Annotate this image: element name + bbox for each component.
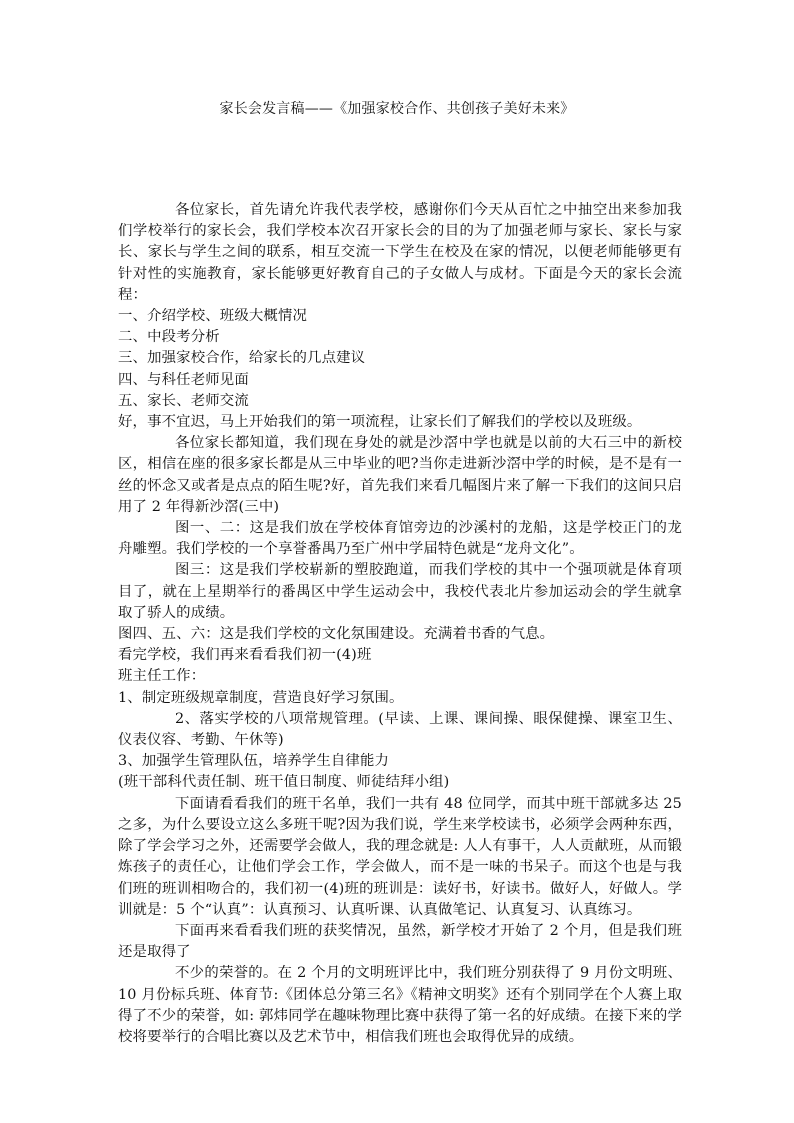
picture-4-6-paragraph: 图四、五、六：这是我们学校的文化氛围建设。充满着书香的气息。 [118,626,555,643]
duty-item-3-detail: (班干部科代责任制、班干值日制度、师徒结拜小组) [118,774,450,791]
agenda-item-2: 二、中段考分析 [118,329,220,346]
awards-intro-paragraph: 下面再来看看我们班的获奖情况，虽然，新学校才开始了 2 个月，但是我们班还是取得了 [118,922,682,961]
school-intro-paragraph: 各位家长都知道，我们现在身处的就是沙滘中学也就是以前的大石三中的新校区，相信在座的很多家长都是从三中毕业的吧?当你走进新沙滘中学的时候，是不是有一丝的怀念又或者是点点的陌生呢?好，首先我们来看几幅图片来了解一下我们的这间只启用了 2 年得新沙滘(三中) [118,435,682,515]
agenda-item-4: 四、与科任老师见面 [118,371,249,388]
agenda-item-5: 五、家长、老师交流 [118,392,249,409]
agenda-item-1: 一、介绍学校、班级大概情况 [118,308,308,325]
awards-detail-paragraph: 不少的荣誉的。在 2 个月的文明班评比中，我们班分别获得了 9 月份文明班、10 月份标兵班、体育节:《团体总分第三名》《精神文明奖》还有个别同学在个人赛上取得了不少的荣誉，如: 郭炜同学在趣味物理比赛中获得了第一名的好成绩。在接下来的学校将要举行的合唱比赛以及艺术节中，相信我们班也会取得优异的成绩。 [118,965,682,1045]
start-paragraph: 好，事不宜迟，马上开始我们的第一项流程，让家长们了解我们的学校以及班级。 [118,414,642,431]
picture-1-2-paragraph: 图一、二：这是我们放在学校体育馆旁边的沙溪村的龙船，这是学校正门的龙舟雕塑。我们学校的一个享誉番禺乃至广州中学届特色就是“龙舟文化”。 [118,520,682,558]
class-intro-paragraph: 看完学校，我们再来看看我们初一(4)班 [118,647,372,664]
duty-heading: 班主任工作： [118,668,206,685]
intro-paragraph: 各位家长，首先请允许我代表学校，感谢你们今天从百忙之中抽空出来参加我们学校举行的家长会，我们学校本次召开家长会的目的为了加强老师与家长、家长与家长、家长与学生之间的联系，相互交流一下学生在校及在家的情况，以便老师能够更有针对性的实施教育，家长能够更好教育自己的子女做人与成材。下面是今天的家长会流程： [118,202,682,303]
document-body [118,200,682,1048]
duty-item-1: 1、制定班级规章制度，营造良好学习氛围。 [118,689,404,706]
duty-item-2: 2、落实学校的八项常规管理。(早读、上课、课间操、眼保健操、课室卫生、仪表仪容、考勤、午休等) [118,710,682,749]
picture-3-paragraph: 图三：这是我们学校崭新的塑胶跑道，而我们学校的其中一个强项就是体育项目了，就在上星期举行的番禺区中学生运动会中，我校代表北片参加运动会的学生就拿取了骄人的成绩。 [118,562,682,621]
roster-paragraph: 下面请看看我们的班干名单，我们一共有 48 位同学，而其中班干部就多达 25 之多，为什么要设立这么多班干呢?因为我们说，学生来学校读书，必须学会两种东西，除了学会学习之外，还需要学会做人，我的理念就是: 人人有事干，人人贡献班，从而锻炼孩子的责任心，让他们学会工作，学会做人，而不是一味的书呆子。而这个也是与我们班的班训相吻合的，我们初一(4)班的班训是：读好书，好读书。做好人，好做人。学训就是：5 个“认真”：认真预习、认真听课、认真做笔记、认真复习、认真练习。 [118,795,682,918]
agenda-item-3: 三、加强家校合作，给家长的几点建议 [118,350,366,367]
duty-item-3: 3、加强学生管理队伍，培养学生自律能力 [118,753,390,770]
document-title: 家长会发言稿——《加强家校合作、共创孩子美好未来》 [219,101,575,117]
